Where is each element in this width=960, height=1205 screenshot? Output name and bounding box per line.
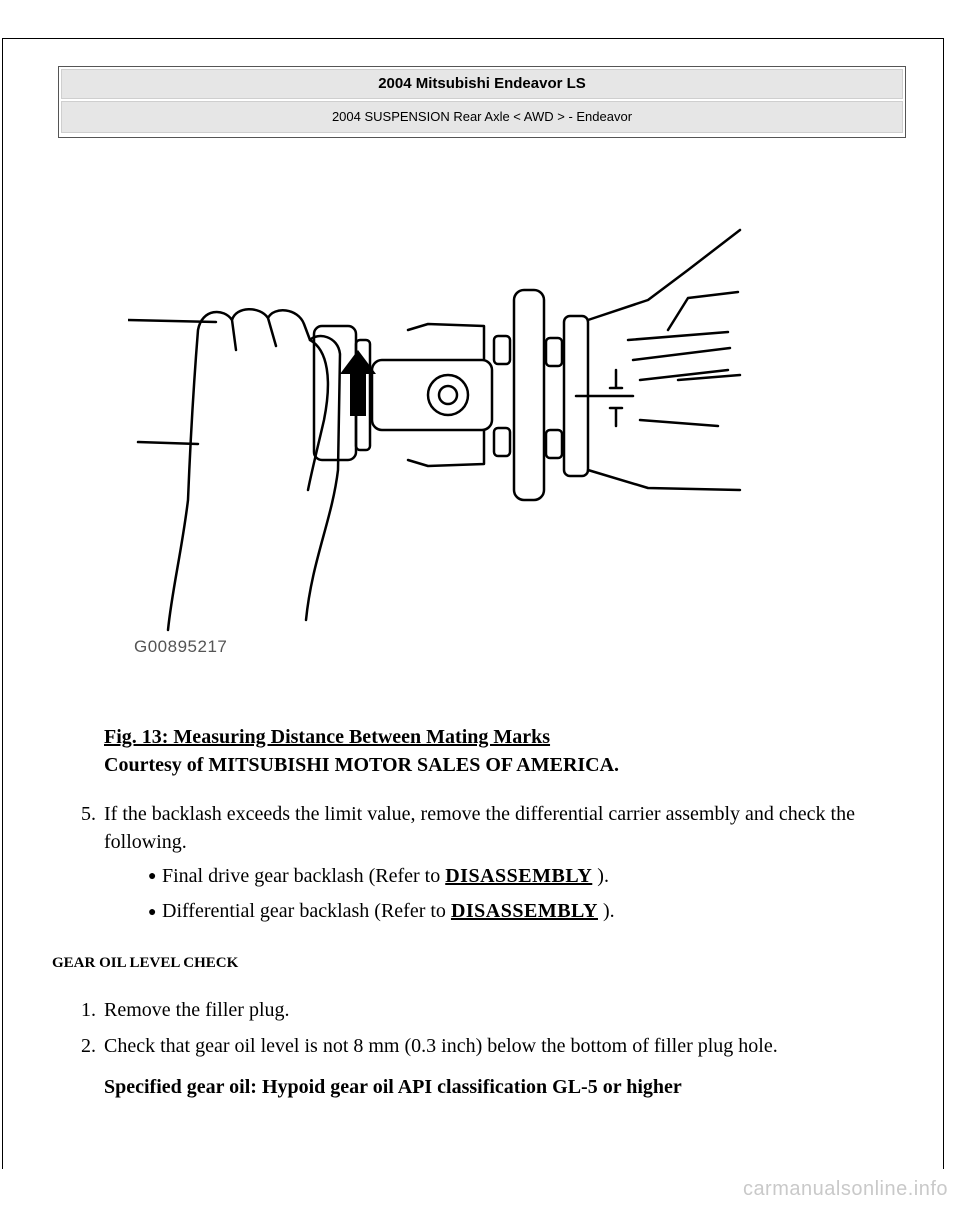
disassembly-link[interactable]: DISASSEMBLY <box>445 865 593 887</box>
step-number: 5. <box>81 803 96 825</box>
section-heading: GEAR OIL LEVEL CHECK <box>52 954 239 971</box>
procedure-steps <box>52 800 912 927</box>
list-item-suffix: ). <box>592 865 609 887</box>
step-text: Check that gear oil level is not 8 mm (0.3 inch) below the bottom of filler plug hole. <box>104 1034 778 1057</box>
flange-right <box>514 290 544 500</box>
step-number: 2. <box>81 1034 96 1057</box>
document-body <box>52 800 912 1099</box>
document-header <box>58 66 906 138</box>
housing-lines <box>628 332 740 380</box>
spider-cap <box>428 375 468 415</box>
disassembly-link[interactable]: DISASSEMBLY <box>450 900 598 923</box>
housing-outline <box>588 230 740 490</box>
figure-caption <box>104 723 619 779</box>
bullet-icon: ● <box>148 904 157 920</box>
bolt-bottom-left <box>494 428 510 456</box>
check-list <box>104 862 912 927</box>
step-number: 1. <box>81 998 96 1021</box>
bolt-top-left <box>494 336 510 364</box>
figure-code: G00895217 <box>134 637 228 656</box>
section-subtitle: 2004 SUSPENSION Rear Axle < AWD > - Endeavor <box>61 101 903 133</box>
spider-cap-inner <box>439 386 457 404</box>
figure-title-link[interactable]: Fig. 13: Measuring Distance Between Mating Marks <box>104 726 551 748</box>
step-2 <box>52 1032 912 1060</box>
step-5 <box>52 800 912 927</box>
measure-indicator <box>610 370 622 426</box>
specification-note: Specified gear oil: Hypoid gear oil API classification GL-5 or higher <box>104 1075 682 1098</box>
bolt-top-right <box>546 338 562 366</box>
step-text: Remove the filler plug. <box>104 998 290 1021</box>
yoke-fork <box>408 324 484 466</box>
list-item-text: Differential gear backlash (Refer to <box>162 900 451 923</box>
measuring-mating-marks-illustration <box>128 220 748 660</box>
step-text: If the backlash exceeds the limit value, remove the differential carrier assembly and check the following. <box>104 803 855 853</box>
left-shaft-lower <box>138 442 198 444</box>
step-1 <box>52 996 912 1024</box>
list-item-text: Final drive gear backlash (Refer to <box>162 865 446 887</box>
list-item <box>148 862 912 891</box>
list-item-suffix: ). <box>597 900 615 923</box>
oil-check-steps <box>52 996 912 1060</box>
vehicle-title: 2004 Mitsubishi Endeavor LS <box>61 69 903 99</box>
site-watermark: carmanualsonline.info <box>742 1178 948 1200</box>
yoke-body <box>372 360 492 430</box>
figure-courtesy: Courtesy of MITSUBISHI MOTOR SALES OF AMERICA. <box>104 754 620 776</box>
bullet-icon: ● <box>148 869 157 885</box>
thumb-outline <box>308 340 328 490</box>
list-item <box>148 897 912 926</box>
bolt-bottom-right <box>546 430 562 458</box>
